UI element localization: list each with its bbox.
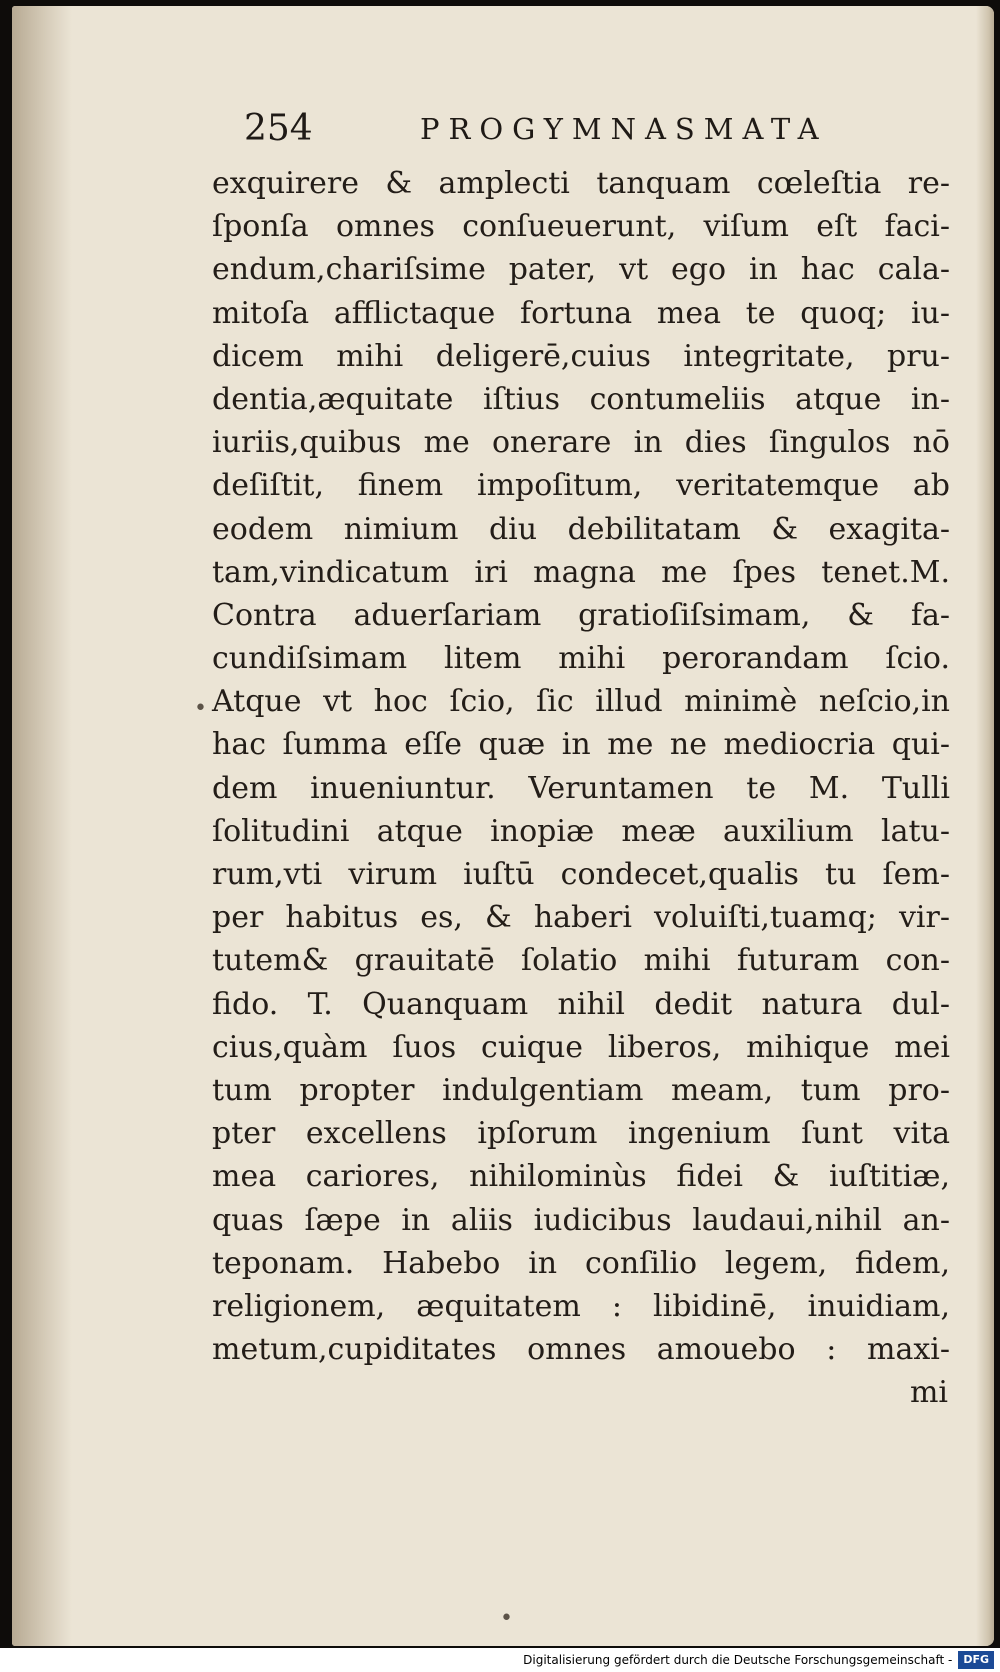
text-line: rum,vti virum iuſtū condecet,qualis tu ſem-	[212, 857, 950, 892]
text-line: religionem, æquitatem : libidinē, inuidiam,	[212, 1288, 950, 1324]
text-line: pter excellens ipſorum ingenium ſunt vita	[212, 1116, 950, 1152]
text-line: dicem mihi deligerē,cuius integritate, pru-	[212, 338, 950, 374]
running-head-title: PROGYMNASMATA	[420, 112, 828, 146]
text-line: tam,vindicatum iri magna me ſpes tenet.M.	[212, 554, 950, 590]
text-line: iuriis,quibus me onerare in dies ſingulos nō	[212, 425, 950, 461]
text-line: dem inueniuntur. Veruntamen te M. Tulli	[212, 770, 950, 806]
text-line: per habitus es, & haberi voluiſti,tuamq; vir-	[212, 900, 950, 936]
text-line: teponam. Habebo in conſilio legem, fidem,	[212, 1245, 950, 1281]
text-line: mea cariores, nihilominùs fidei & iuſtitiæ,	[212, 1159, 950, 1195]
page-fore-edge	[976, 6, 994, 1646]
text-line: Atque vt hoc ſcio, ſic illud minimè neſcio,in	[212, 684, 950, 720]
text-line: exquirere & ampleсti tanquam cœleſtia re-	[212, 166, 950, 201]
bottom-dot-mark: •	[500, 1606, 513, 1631]
book-page	[12, 6, 994, 1646]
text-line: tum propter indulgentiam meam, tum pro-	[212, 1072, 950, 1108]
text-line: metum,cupiditates omnes amouebo : maxi-	[212, 1332, 950, 1368]
text-line: deſiſtit, finem impoſitum, veritatemque ab	[212, 468, 950, 504]
text-line: eodem nimium diu debilitatam & exagita-	[212, 511, 950, 547]
text-line: fido. T. Quanquam nihil dedit natura dul-	[212, 986, 950, 1022]
text-line: quas ſæpe in aliis iudicibus laudaui,nihil an-	[212, 1202, 950, 1238]
text-line: cundiſsimam litem mihi perorandam ſcio.	[212, 641, 950, 677]
catchword: mi	[909, 1375, 948, 1411]
text-line: dentia,æquitate iſtius contumeliis atque in-	[212, 381, 950, 417]
page-body-text	[212, 162, 950, 1414]
text-line: endum,chariſsime pater, vt ego in hac cala-	[212, 252, 950, 288]
text-line: Contra aduerſariam gratioſiſsimam, & fa-	[212, 597, 950, 633]
text-line: tutem& grauitatē ſolatio mihi futuram con-	[212, 943, 950, 979]
text-line: hac ſumma eſſe quæ in me ne mediocria qui-	[212, 727, 950, 763]
digitization-credit: Digitalisierung gefördert durch die Deutsche Forschungsgemeinschaft -	[523, 1653, 953, 1667]
page-gutter-shadow	[12, 6, 72, 1646]
text-line: ſolitudini atque inopiæ meæ auxilium latu-	[212, 813, 950, 849]
text-line: cius,quàm ſuos cuique liberos, mihique mei	[212, 1029, 950, 1065]
page-number: 254	[244, 108, 313, 149]
text-line: mitoſa afflictaque fortuna mea te quoq; iu-	[212, 295, 950, 331]
digitization-credit-bar	[0, 1648, 1000, 1672]
margin-dot-mark: •	[194, 696, 207, 721]
running-head	[244, 106, 854, 158]
dfg-logo: DFG	[958, 1651, 994, 1669]
text-line: ſponſa omnes conſueuerunt, viſum eſt faci-	[212, 209, 950, 245]
